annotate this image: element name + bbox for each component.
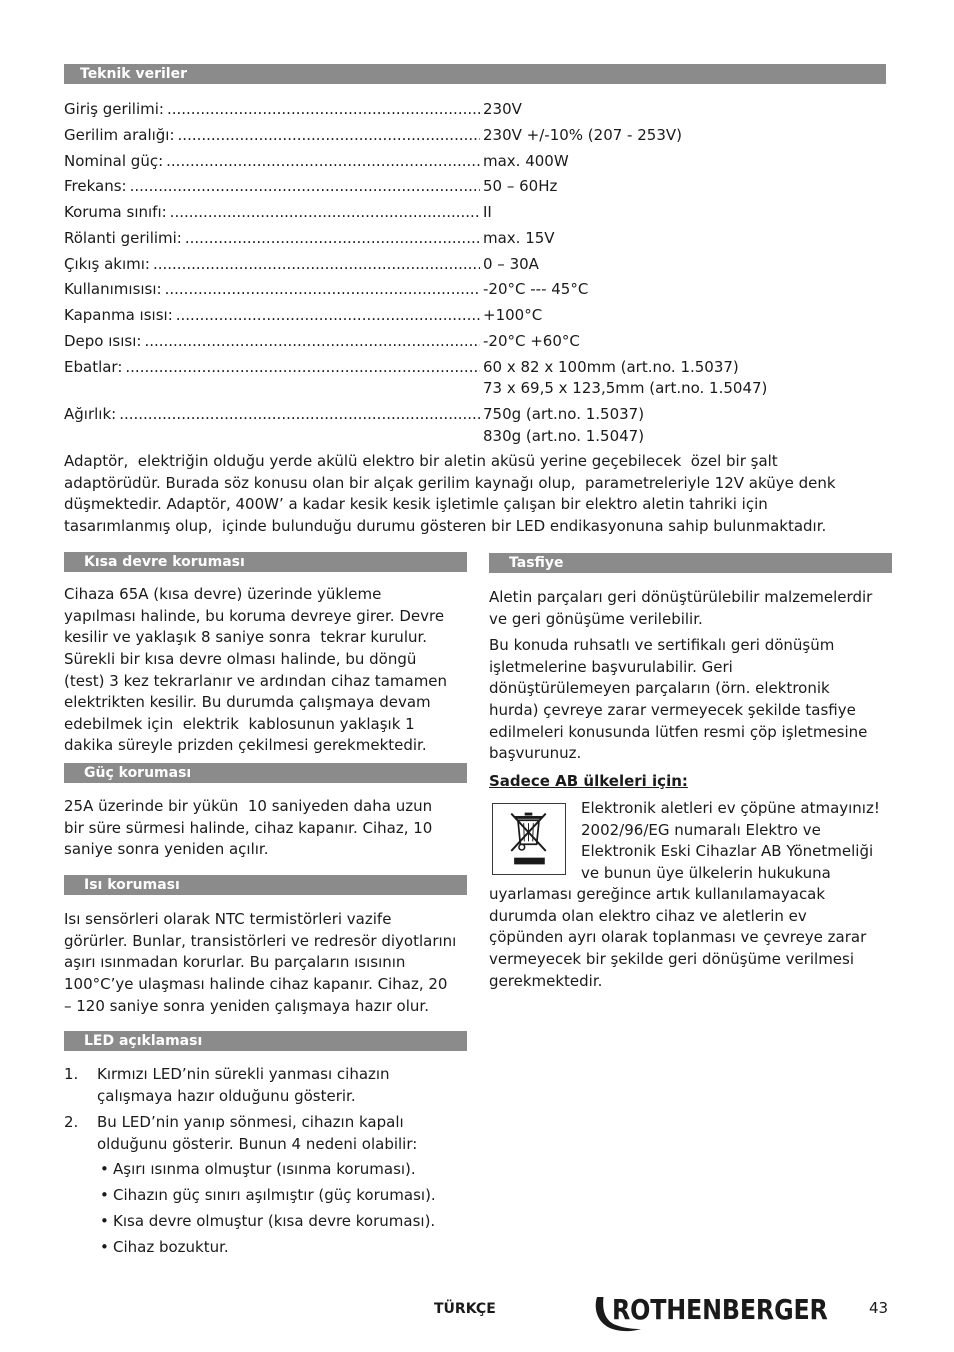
item-text — [97, 1064, 390, 1107]
bullet-text: • Cihazın güç sınırı aşılmıştır (güç koruması). — [113, 1186, 436, 1205]
spec-value: max. 15V — [483, 228, 555, 247]
bin-lid — [515, 816, 542, 819]
spec-row — [64, 305, 864, 327]
bullet-item — [100, 1211, 467, 1233]
text-line: gerekmektedir. — [489, 971, 603, 990]
power-protection-text — [64, 796, 432, 861]
spec-row — [64, 202, 864, 224]
spec-label: Gerilim aralığı: — [64, 125, 175, 144]
dot-leader — [164, 99, 480, 121]
section-header-disposal — [489, 553, 892, 573]
text-line: işletmelerine başvurulabilir. Geri — [489, 657, 733, 676]
spec-label-cell — [64, 99, 480, 121]
led-bullet-list — [100, 1159, 467, 1263]
spec-value: 230V +/-10% (207 - 253V) — [483, 125, 682, 144]
spec-values — [483, 228, 555, 250]
item-number: 1. — [64, 1065, 79, 1084]
text-line: başvurunuz. — [489, 744, 582, 763]
dot-leader — [162, 279, 480, 301]
adapter-description — [64, 451, 836, 537]
spec-label: Giriş gerilimi: — [64, 100, 164, 118]
spec-label-cell — [64, 254, 480, 276]
text-line: Cihaza 65A (kısa devre) üzerinde yükleme — [64, 585, 382, 604]
text-line: Sürekli bir kısa devre olması halinde, bu döngü — [64, 649, 417, 668]
section-title: Kısa devre koruması — [84, 554, 245, 570]
text-line: Aletin parçaları geri dönüştürülebilir malzemelerdir — [489, 588, 873, 607]
spec-label-cell — [64, 279, 480, 301]
page-number: 43 — [869, 1299, 889, 1317]
spec-value: 60 x 82 x 100mm (art.no. 1.5037) — [483, 357, 739, 376]
eu-text-beside-icon — [581, 798, 880, 884]
dot-leader — [141, 331, 480, 353]
text-line: Bu LED’nin yanıp sönmesi, cihazın kapalı — [97, 1113, 404, 1132]
numbered-item — [64, 1112, 467, 1155]
spec-label-cell — [64, 404, 480, 426]
text-line: kesilir ve yaklaşık 8 saniye sonra tekrar kurulur. — [64, 628, 428, 647]
spec-row — [64, 228, 864, 250]
spec-value: 50 – 60Hz — [483, 177, 558, 196]
bullet-text: • Kısa devre olmuştur (kısa devre koruması). — [113, 1212, 436, 1231]
spec-values — [483, 305, 542, 327]
dot-leader — [182, 228, 480, 250]
spec-value: 0 – 30A — [483, 254, 539, 273]
text-line: görürler. Bunlar, transistörleri ve redresör diyotlarını — [64, 931, 457, 950]
spec-row — [64, 176, 864, 198]
spec-value: -20°C --- 45°C — [483, 280, 589, 299]
text-line: edebilmek için elektrik kablosunun yaklaşık 1 — [64, 714, 415, 733]
spec-values — [483, 151, 569, 173]
spec-label-cell — [64, 228, 480, 250]
dot-leader — [173, 305, 480, 327]
eu-text-continued — [489, 884, 866, 992]
spec-label: Nominal güç: — [64, 151, 164, 170]
section-header-led-description — [64, 1031, 467, 1051]
spec-row — [64, 125, 864, 147]
dot-leader — [167, 202, 480, 224]
short-circuit-text — [64, 584, 447, 757]
spec-label: Kullanımısısı: — [64, 280, 162, 299]
spec-label: Frekans: — [64, 177, 127, 196]
spec-label-cell — [64, 331, 480, 353]
dot-leader — [122, 357, 480, 379]
spec-value: 750g (art.no. 1.5037) — [483, 405, 645, 424]
spec-label-cell — [64, 125, 480, 147]
text-line: (test) 3 kez tekrarlanır ve ardından cihaz tamamen — [64, 671, 448, 690]
spec-label-cell — [64, 305, 480, 327]
text-line: 25A üzerinde bir yükün 10 saniyeden daha uzun — [64, 797, 433, 816]
spec-value: 73 x 69,5 x 123,5mm (art.no. 1.5047) — [483, 379, 768, 398]
section-title: Güç koruması — [84, 765, 192, 781]
heat-protection-text — [64, 909, 456, 1017]
bullet-item — [100, 1237, 467, 1259]
spec-values — [483, 279, 588, 301]
bullet-text: • Cihaz bozuktur. — [113, 1238, 229, 1257]
section-title: LED açıklaması — [84, 1033, 203, 1049]
text-line: düşmektedir. Adaptör, 400W’ a kadar kesik kesik işletimle çalışan bir elektro aletin tahriki için — [64, 495, 768, 514]
spec-values — [483, 357, 767, 400]
spec-label-cell — [64, 176, 480, 198]
dot-leader — [150, 254, 480, 276]
weee-symbol-box — [492, 803, 566, 875]
section-header-power-protection — [64, 763, 467, 783]
dot-leader — [127, 176, 480, 198]
section-header-heat-protection — [64, 875, 467, 895]
text-line: Elektronik aletleri ev çöpüne atmayınız! — [581, 799, 880, 818]
text-line: aşırı ısınmadan korurlar. Bu parçaların ısısının — [64, 953, 406, 972]
text-line: 2002/96/EG numaralı Elektro ve — [581, 820, 821, 839]
spec-label: Kapanma ısısı: — [64, 306, 173, 325]
bullet-item — [100, 1159, 467, 1181]
bullet-text: • Aşırı ısınma olmuştur (ısınma koruması). — [113, 1160, 416, 1179]
text-line: olduğunu gösterir. Bunun 4 nedeni olabilir: — [97, 1134, 418, 1153]
crossed-out-wheelie-bin-icon — [493, 804, 564, 873]
text-line: Elektronik Eski Cihazlar AB Yönetmeliği — [581, 842, 874, 861]
spec-values — [483, 202, 492, 224]
spec-label: Depo ısısı: — [64, 332, 142, 351]
numbered-item — [64, 1064, 467, 1107]
text-line: durumda olan elektro cihaz ve aletlerin ev — [489, 906, 807, 925]
text-line: – 120 saniye sonra yeniden çalışmaya hazır olur. — [64, 996, 429, 1015]
spec-table — [64, 99, 864, 452]
dot-leader — [175, 125, 480, 147]
spec-value: 830g (art.no. 1.5047) — [483, 426, 645, 445]
bin-handle — [525, 813, 533, 816]
section-title: Teknik veriler — [80, 66, 187, 82]
text-line: Kırmızı LED’nin sürekli yanması cihazın — [97, 1065, 390, 1084]
spec-value: max. 400W — [483, 151, 569, 170]
spec-values — [483, 331, 580, 353]
spec-value: 230V — [483, 100, 522, 118]
spec-label-cell — [64, 357, 480, 379]
spec-label: Ağırlık: — [64, 405, 117, 424]
text-line: dönüştürülemeyen parçaların (örn. elektronik — [489, 679, 830, 698]
spec-values — [483, 125, 682, 147]
item-text — [97, 1112, 417, 1155]
disposal-paragraph-1 — [489, 587, 872, 630]
text-line: adaptörüdür. Burada söz konusu olan bir alçak gerilim kaynağı olup, parametreleriyle 12V aküye denk — [64, 473, 836, 492]
text-line: tasarımlanmış olup, içinde bulunduğu durumu gösteren bir LED endikasyonuna sahip bulunmaktadır. — [64, 516, 827, 535]
led-numbered-list — [64, 1064, 467, 1160]
section-title: Tasfiye — [509, 555, 564, 571]
spec-label: Ebatlar: — [64, 357, 123, 376]
spec-row — [64, 331, 864, 353]
text-line: Isı sensörleri olarak NTC termistörleri vazife — [64, 910, 392, 929]
spec-row — [64, 357, 864, 400]
footer-language: TÜRKÇE — [434, 1301, 496, 1317]
spec-values — [483, 99, 522, 121]
spec-label-cell — [64, 151, 480, 173]
text-line: çöpünden ayrı olarak toplanması ve çevreye zarar — [489, 928, 867, 947]
text-line: saniye sonra yeniden açılır. — [64, 840, 269, 859]
text-line: Bu konuda ruhsatlı ve sertifikalı geri dönüşüm — [489, 636, 835, 655]
section-title: Isı koruması — [84, 877, 180, 893]
spec-row — [64, 254, 864, 276]
spec-label: Koruma sınıfı: — [64, 203, 167, 222]
text-line: uyarlaması gereğince artık kullanılamayacak — [489, 885, 826, 904]
spec-values — [483, 176, 557, 198]
text-line: bir süre sürmesi halinde, cihaz kapanır. Cihaz, 10 — [64, 818, 433, 837]
spec-label: Çıkış akımı: — [64, 254, 150, 273]
spec-value: -20°C +60°C — [483, 332, 580, 351]
section-header-technical-data — [64, 64, 886, 84]
bin-bar — [514, 858, 545, 865]
eu-only-heading: Sadece AB ülkeleri için: — [489, 772, 688, 791]
spec-row — [64, 404, 864, 447]
text-line: çalışmaya hazır olduğunu gösterir. — [97, 1086, 356, 1105]
text-line: vermeyecek bir şekilde geri dönüşüme verilmesi — [489, 949, 855, 968]
text-line: hurda) çevreye zarar vermeyecek şekilde tasfiye — [489, 700, 856, 719]
text-line: ve geri gönüşüme verilebilir. — [489, 609, 703, 628]
text-line: dakika süreyle prizden çekilmesi gerekmektedir. — [64, 736, 427, 755]
disposal-paragraph-2 — [489, 635, 867, 765]
dot-leader — [163, 151, 480, 173]
item-number: 2. — [64, 1113, 79, 1132]
spec-values — [483, 404, 644, 447]
text-line: 100°C’ye ulaşması halinde cihaz kapanır. Cihaz, 20 — [64, 974, 448, 993]
text-line: elektrikten kesilir. Bu durumda çalışmaya devam — [64, 693, 431, 712]
spec-value: II — [483, 203, 492, 222]
spec-label-cell — [64, 202, 480, 224]
spec-row — [64, 279, 864, 301]
section-header-short-circuit — [64, 552, 467, 572]
dot-leader — [116, 404, 480, 426]
text-line: ve bunun üye ülkelerin hukukuna — [581, 863, 831, 882]
spec-row — [64, 151, 864, 173]
spec-row — [64, 99, 864, 121]
spec-value: +100°C — [483, 306, 543, 325]
bullet-item — [100, 1185, 467, 1207]
text-line: Adaptör, elektriğin olduğu yerde akülü elektro bir aletin aküsü yerine geçebilecek özel bir şalt — [64, 452, 778, 471]
spec-values — [483, 254, 539, 276]
text-line: yapılması halinde, bu koruma devreye girer. Devre — [64, 606, 445, 625]
brand-logo-text: ROTHENBERGER — [612, 1293, 828, 1326]
spec-label: Rölanti gerilimi: — [64, 228, 182, 247]
text-line: edilmeleri konusunda lütfen resmi çöp işletmesine — [489, 722, 868, 741]
